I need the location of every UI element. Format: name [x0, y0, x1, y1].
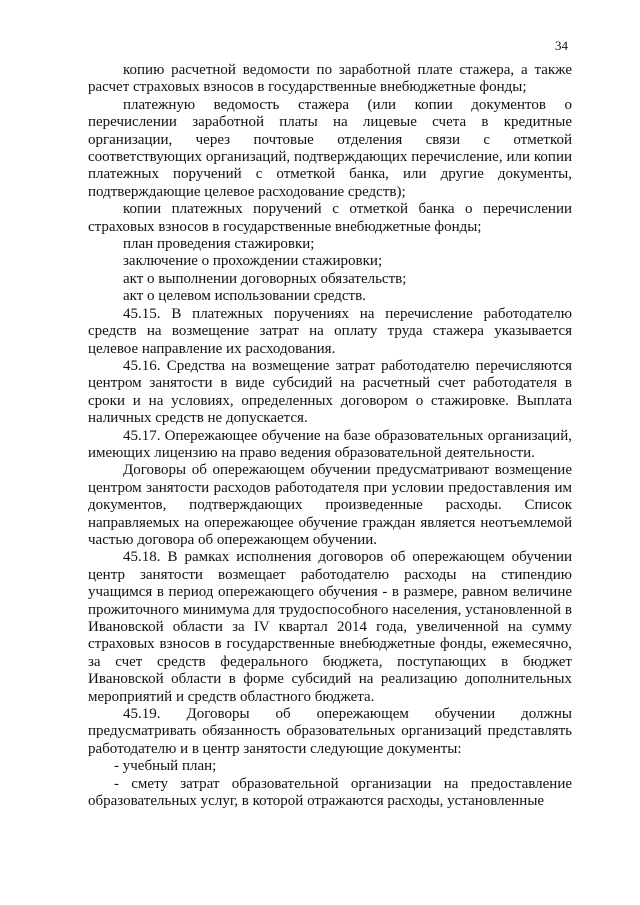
- page-number: 34: [555, 38, 568, 53]
- paragraph: копии платежных поручений с отметкой банка о перечислении страховых взносов в государственные внебюджетные фонды;: [88, 201, 572, 235]
- list-item: - учебный план;: [114, 758, 217, 775]
- list-item: - смету затрат образовательной организации на предоставление образовательных услуг, в которой отражаются расходы, установленные: [88, 775, 572, 810]
- paragraph-45-16: 45.16. Средства на возмещение затрат работодателю перечисляются центром занятости в виде субсидий на расчетный счет работодателя в сроки и на условиях, определенных договором о стажировке. Выплата наличных средств не допускается.: [88, 357, 572, 427]
- paragraph: копию расчетной ведомости по заработной плате стажера, а также расчет страховых взносов в государственные внебюджетные фонды;: [88, 62, 572, 96]
- paragraph-45-15: 45.15. В платежных поручениях на перечисление работодателю средств на возмещение затрат на оплату труда стажера указывается целевое направление их расходования.: [88, 305, 572, 357]
- paragraph: Договоры об опережающем обучении предусматривают возмещение центром занятости расходов работодателя при условии предоставления им документов, подтверждающих произведенные расходы. Список направляемых на опережающее обучение граждан является неотъемлемой частью договора об опережающем обучении.: [88, 462, 572, 548]
- paragraph-45-17: 45.17. Опережающее обучение на базе образовательных организаций, имеющих лицензию на право ведения образовательной деятельности.: [88, 427, 572, 461]
- paragraph: план проведения стажировки;: [123, 236, 315, 253]
- paragraph: платежную ведомость стажера (или копии документов о перечислении заработной платы на лицевые счета в кредитные организации, через почтовые отделения связи с отметкой соответствующих организаций, подтверждающих перечисление, или копии платежных поручений с отметкой банка, или другие документы, подтверждающие целевое расходование средств);: [88, 96, 572, 200]
- paragraph-45-19: 45.19. Договоры об опережающем обучении должны предусматривать обязанность образовательных организаций представлять работодателю и в центр занятости следующие документы:: [88, 706, 572, 757]
- paragraph: акт о целевом использовании средств.: [123, 288, 366, 305]
- paragraph: заключение о прохождении стажировки;: [123, 253, 383, 270]
- paragraph-45-18: 45.18. В рамках исполнения договоров об опережающем обучении центр занятости возмещает работодателю расходы на стипендию учащимся в период опережающего обучения - в размере, равном величине прожиточного минимума для трудоспособного населения, установленной в Ивановской области за IV квартал 2014 года, увеличенной на сумму страховых взносов в государственные внебюджетные фонды, ежемесячно, за счет средств федерального бюджета, поступающих в бюджет Ивановской области в форме субсидий на реализацию дополнительных мероприятий и средств областного бюджета.: [88, 549, 572, 705]
- paragraph: акт о выполнении договорных обязательств;: [123, 270, 407, 287]
- body-text: [88, 62, 572, 810]
